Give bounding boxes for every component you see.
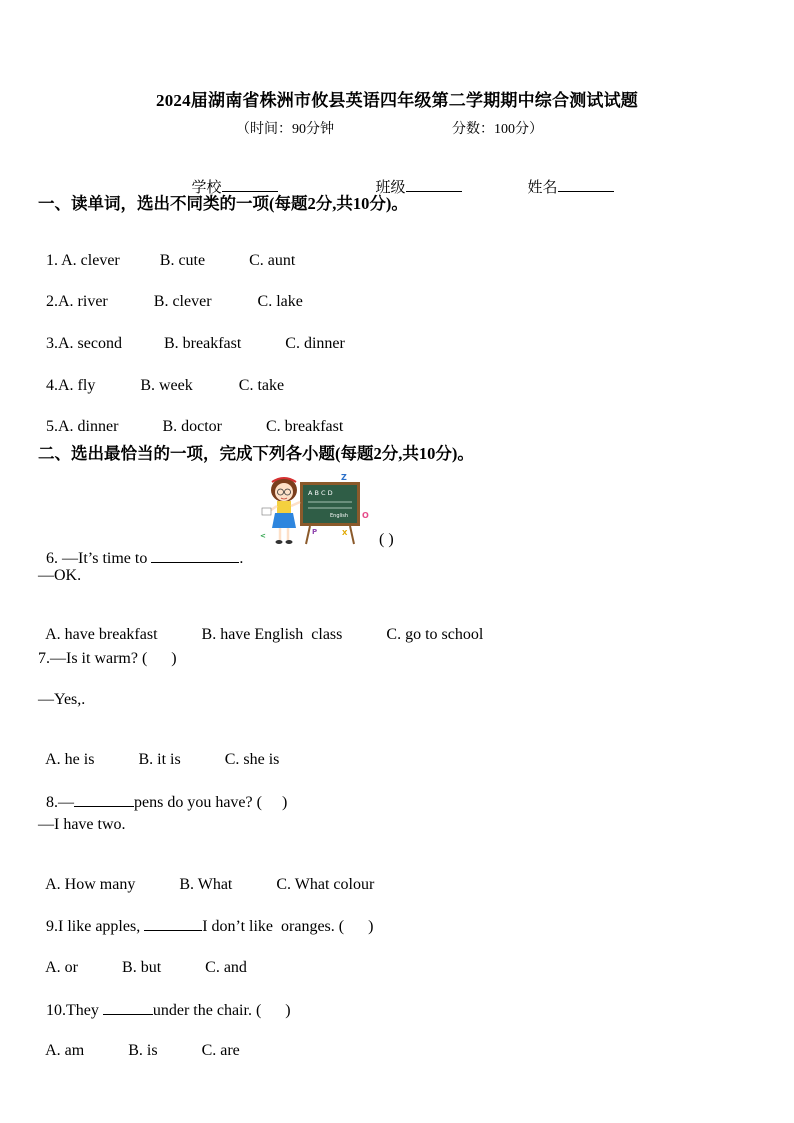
option-c: C. aunt <box>249 252 296 269</box>
option-c: C. dinner <box>285 335 345 352</box>
answer-blank[interactable] <box>74 793 134 807</box>
question-stem: 8.— <box>46 794 74 811</box>
option-a: A. dinner <box>58 418 119 435</box>
question-number: 2. <box>46 293 58 310</box>
option-b: B. cute <box>159 252 206 269</box>
option-b: B. it is <box>138 751 181 768</box>
name-label: 姓名 <box>527 180 558 196</box>
letter-o: O <box>362 511 369 520</box>
question-7: 7.—Is it warm? ( ) <box>38 650 177 667</box>
section-1-title: 一、读单词，选出不同类的一项(每题2分,共10分)。 <box>38 194 408 213</box>
question-8-reply: —I have two. <box>38 816 126 833</box>
page-title: 2024届湖南省株洲市攸县英语四年级第二学期期中综合测试试题 <box>156 91 638 110</box>
question-4 <box>38 359 284 395</box>
section-2-title: 二、选出最恰当的一项，完成下列各小题(每题2分,共10分)。 <box>38 444 474 463</box>
class-blank[interactable] <box>406 178 462 192</box>
letter-z: Z <box>341 473 347 482</box>
question-number: 5. <box>46 418 58 435</box>
option-c: C. go to school <box>386 626 484 643</box>
question-7-options <box>38 733 279 769</box>
question-9: 9.I like apples, I don’t like oranges. ( ) <box>46 918 374 935</box>
answer-blank[interactable] <box>151 549 239 563</box>
option-a: A. clever <box>61 252 120 269</box>
question-3 <box>38 317 345 353</box>
question-5 <box>38 400 343 436</box>
option-b: B. but <box>122 959 162 976</box>
option-c: C. What colour <box>276 876 375 893</box>
option-b: B. clever <box>153 293 212 310</box>
option-c: C. lake <box>257 293 303 310</box>
option-b: B. What <box>179 876 233 893</box>
question-stem: 6. —It’s time to <box>46 550 152 567</box>
answer-blank[interactable] <box>144 917 202 931</box>
option-a: A. How many <box>45 876 136 893</box>
question-6-reply: —OK. <box>38 567 82 584</box>
question-8: 8.— pens do you have? ( ) <box>46 794 288 811</box>
option-a: A. am <box>45 1042 85 1059</box>
question-2 <box>38 275 303 311</box>
option-b: B. is <box>128 1042 158 1059</box>
question-1 <box>38 234 295 270</box>
question-9-options <box>38 941 247 977</box>
option-a: A. river <box>58 293 108 310</box>
question-6-options <box>38 608 483 644</box>
exam-score: 分数：100分） <box>452 122 543 137</box>
board-word: English <box>330 513 349 519</box>
question-number: 1. <box>46 252 62 269</box>
school-label: 学校 <box>191 180 222 196</box>
question-number: 4. <box>46 377 58 394</box>
question-number: 3. <box>46 335 58 352</box>
question-10-options <box>38 1024 240 1060</box>
name-blank[interactable] <box>558 178 614 192</box>
option-c: C. take <box>238 377 285 394</box>
option-a: A. have breakfast <box>45 626 158 643</box>
answer-paren[interactable]: ( ) <box>379 531 394 548</box>
option-a: A. he is <box>45 751 95 768</box>
option-a: A. second <box>58 335 122 352</box>
name-field <box>520 159 614 197</box>
option-a: A. or <box>45 959 79 976</box>
option-c: C. breakfast <box>265 418 344 435</box>
option-c: C. she is <box>224 751 280 768</box>
svg-text:<: < <box>260 532 266 540</box>
option-c: C. are <box>201 1042 240 1059</box>
option-a: A. fly <box>58 377 96 394</box>
option-b: B. doctor <box>162 418 222 435</box>
board-text: A B C D <box>308 489 333 497</box>
exam-time: （时间：90分钟 <box>236 122 334 137</box>
question-7-reply: —Yes,. <box>38 691 86 708</box>
question-stem: 10.They <box>46 1002 103 1019</box>
answer-blank[interactable] <box>103 1001 153 1015</box>
letter-p: P <box>312 528 318 536</box>
class-label: 班级 <box>375 180 406 196</box>
question-6: 6. —It’s time to . <box>46 550 244 567</box>
teacher-chalkboard-illustration <box>256 472 374 548</box>
option-b: B. have English class <box>201 626 343 643</box>
question-10: 10.They under the chair. ( ) <box>46 1002 291 1019</box>
question-8-options <box>38 858 374 894</box>
letter-x: X <box>342 529 348 537</box>
option-c: C. and <box>205 959 247 976</box>
option-b: B. breakfast <box>163 335 242 352</box>
question-stem: 9.I like apples, <box>46 918 145 935</box>
girl-figure <box>262 478 300 544</box>
option-b: B. week <box>140 377 193 394</box>
